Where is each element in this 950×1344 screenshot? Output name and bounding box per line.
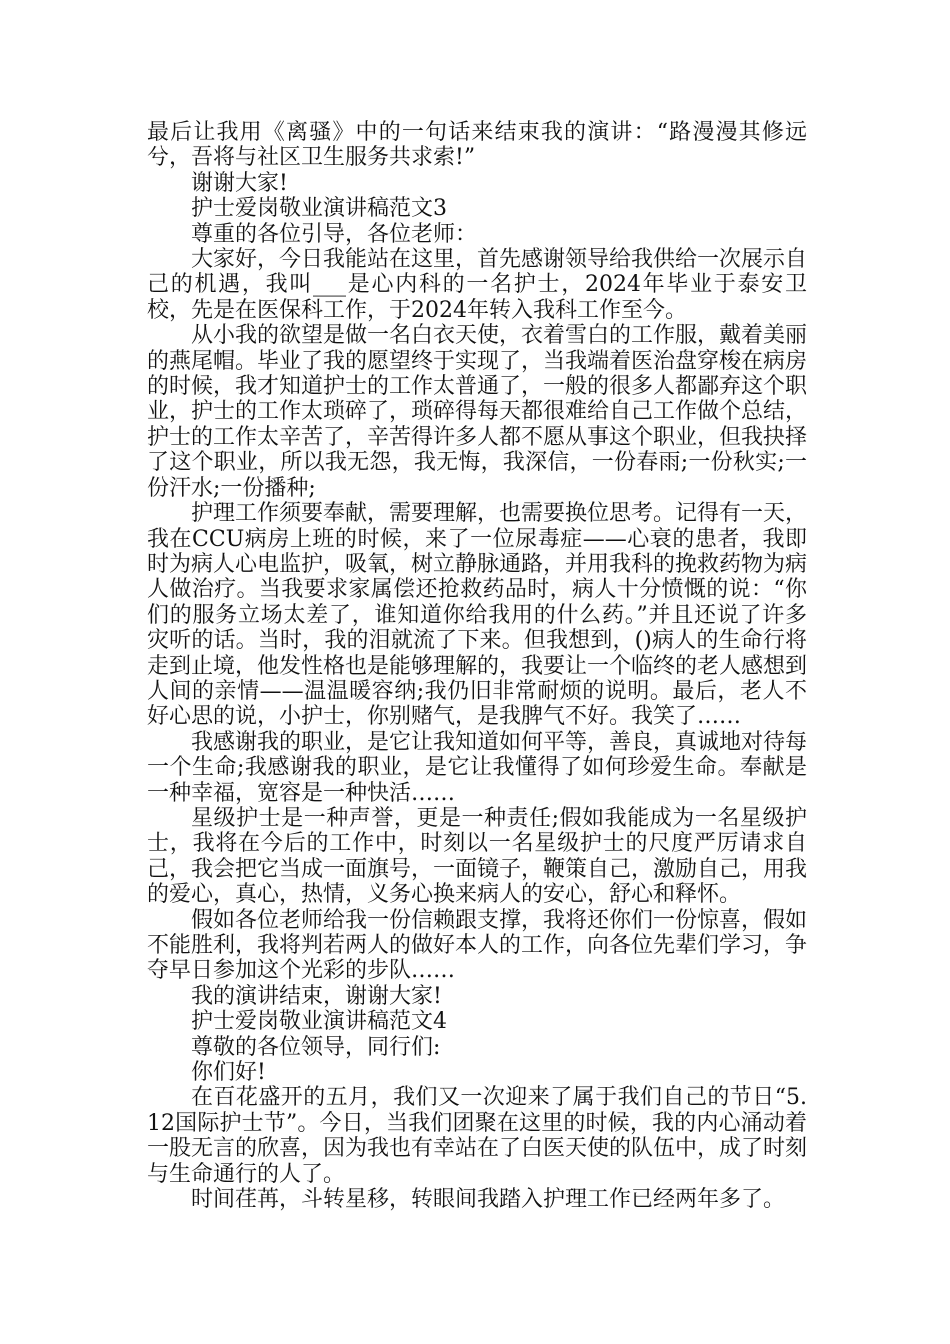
document-body [147,120,807,1212]
paragraph-star-nurse: 星级护士是一种声誉，更是一种责任;假如我能成为一名星级护士，我将在今后的工作中，时刻以一名星级护士的尺度严厉请求自己，我会把它当成一面旗号，一面镜子，鞭策自己，激励自己，用我的爱心，真心，热情，义务心换来病人的安心，舒心和释怀。 [147,805,808,908]
section-heading-4: 护士爱岗敬业演讲稿范文4 [191,1009,447,1035]
paragraph-speech-end: 我的演讲结束，谢谢大家! [191,983,442,1009]
paragraph-ccu-story: 护理工作须要奉献，需要理解，也需要换位思考。记得有一天，我在CCU病房上班的时候，来了一位尿毒症——心衰的患者，我即时为病人心电监护，吸氧，树立静脉通路，并用我科的挽救药物为病人做治疗。当我要求家属偿还抢救药品时，病人十分愤慨的说：“你们的服务立场太差了，谁知道你给我用的什么药。”并且还说了许多灾听的话。当时，我的泪就流了下来。但我想到，()病人的生命行将走到止境，他发性格也是能够理解的，我要让一个临终的老人感想到人间的亲情——温温暖容纳;我仍旧非常耐烦的说明。最后，老人不好心思的说，小护士，你别赌气，是我脾气不好。我笑了…… [147,501,808,730]
section-heading-3: 护士爱岗敬业演讲稿范文3 [191,196,447,222]
paragraph-nurses-day: 在百花盛开的五月，我们又一次迎来了属于我们自己的节日“5.12国际护士节”。今日，当我们团聚在这里的时候，我的内心涌动着一股无言的欣喜，因为我也有幸站在了白医天使的队伍中，成了时刻与生命通行的人了。 [147,1085,808,1187]
salutation-4: 尊敬的各位领导，同行们: [191,1034,441,1060]
paragraph-introduction: 大家好，今日我能站在这里，首先感谢领导给我供给一次展示自己的机遇，我叫___是心内科的一名护士，2024年毕业于泰安卫校，先是在医保科工作，于2024年转入我科工作至今。 [147,247,808,323]
salutation-3: 尊重的各位引导，各位老师： [191,221,478,247]
paragraph-closing-quote: 最后让我用《离骚》中的一句话来结束我的演讲：“路漫漫其修远兮，吾将与社区卫生服务共求索!” [147,120,807,171]
paragraph-time-passes: 时间荏苒，斗转星移，转眼间我踏入护理工作已经两年多了。 [191,1187,786,1213]
paragraph-thanks: 谢谢大家! [191,170,288,196]
paragraph-gratitude: 我感谢我的职业，是它让我知道如何平等，善良，真诚地对待每一个生命;我感谢我的职业，是它让我懂得了如何珍爱生命。奉献是一种幸福，宽容是一种快活…… [147,729,808,806]
greeting: 你们好! [191,1060,266,1086]
paragraph-childhood-wish: 从小我的欲望是做一名白衣天使，衣着雪白的工作服，戴着美丽的燕尾帽。毕业了我的愿望终于实现了，当我端着医治盘穿梭在病房的时候，我才知道护士的工作太普通了，一般的很多人都鄙弃这个职业，护士的工作太琐碎了，琐碎得每天都很难给自己工作做个总结，护士的工作太辛苦了，辛苦得许多人都不愿从事这个职业，但我抉择了这个职业，所以我无怨，我无悔，我深信，一份春雨;一份秋实;一份汗水;一份播种; [147,323,808,501]
paragraph-support: 假如各位老师给我一份信赖跟支撑，我将还你们一份惊喜，假如不能胜利，我将判若两人的做好本人的工作，向各位先辈们学习，争夺早日参加这个光彩的步队…… [147,907,808,984]
